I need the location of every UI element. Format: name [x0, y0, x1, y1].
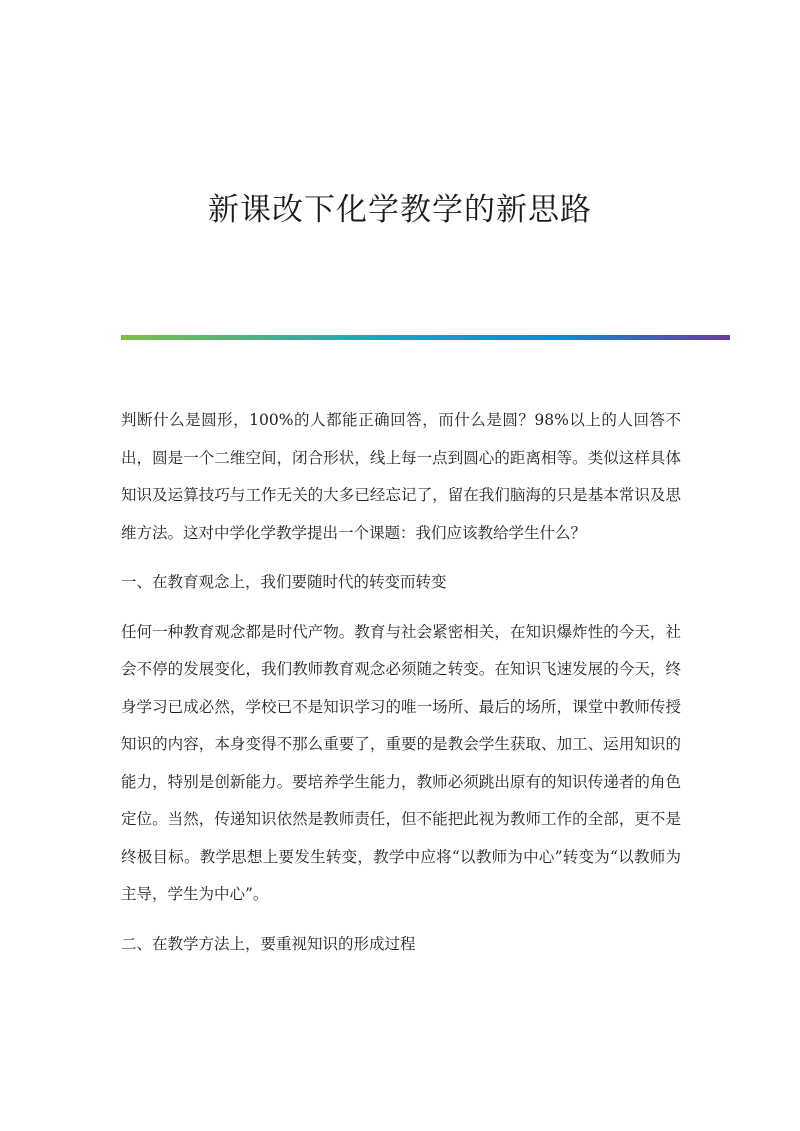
title-divider: [121, 335, 730, 340]
section-1-paragraph: 任何一种教育观念都是时代产物。教育与社会紧密相关，在知识爆炸性的今天，社会不停的发展变化，我们教师教育观念必须随之转变。在知识飞速发展的今天，终身学习已成必然，学校已不是知识学习的唯一场所、最后的场所，课堂中教师传授知识的内容，本身变得不那么重要了，重要的是教会学生获取、加工、运用知识的能力，特别是创新能力。要培养学生能力，教师必须跳出原有的知识传递者的角色定位。当然，传递知识依然是教师责任，但不能把此视为教师工作的全部，更不是终极目标。教学思想上要发生转变，教学中应将“以教师为中心”转变为“以教师为主导，学生为中心”。: [121, 622, 681, 903]
section-heading-2: 二、在教学方法上，要重视知识的形成过程: [121, 934, 416, 953]
page-title: 新课改下化学教学的新思路: [208, 192, 592, 228]
intro-paragraph: 判断什么是圆形，100%的人都能正确回答，而什么是圆？98%以上的人回答不出，圆是一个二维空间，闭合形状，线上每一点到圆心的距离相等。类似这样具体知识及运算技巧与工作无关的大多已经忘记了，留在我们脑海的只是基本常识及思维方法。这对中学化学教学提出一个课题：我们应该教给学生什么？: [121, 411, 681, 542]
document-body: [121, 402, 681, 975]
section-heading-1: 一、在教育观念上，我们要随时代的转变而转变: [121, 573, 447, 591]
